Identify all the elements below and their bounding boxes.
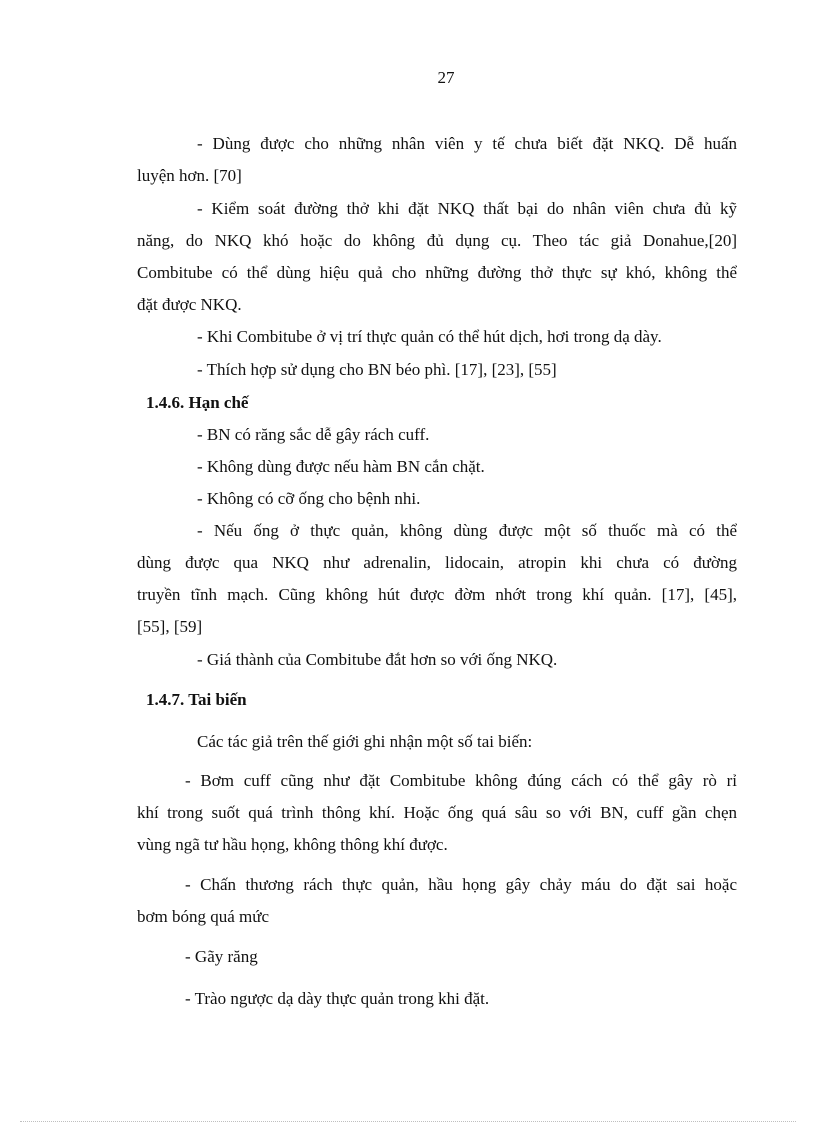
paragraph-line: - BN có răng sắc dễ gây rách cuff. xyxy=(197,425,430,444)
paragraph-line: - Dùng được cho những nhân viên y tế chưa biết đặt NKQ. Dễ huấn xyxy=(197,134,737,153)
paragraph-line: - Trào ngược dạ dày thực quản trong khi đặt. xyxy=(185,989,490,1008)
paragraph-line: - Bơm cuff cũng như đặt Combitube không đúng cách có thể gây rò rỉ xyxy=(185,771,737,790)
paragraph-line: truyền tĩnh mạch. Cũng không hút được đờm nhớt trong khí quản. [17], [45], xyxy=(137,585,737,604)
paragraph-line: - Thích hợp sử dụng cho BN béo phì. [17], [23], [55] xyxy=(197,360,557,379)
paragraph-line: bơm bóng quá mức xyxy=(137,907,269,926)
page-number: 27 xyxy=(437,68,455,87)
paragraph-line: - Gãy răng xyxy=(185,947,258,966)
paragraph-line: vùng ngã tư hầu họng, không thông khí được. xyxy=(137,835,448,854)
page-bottom-rule xyxy=(20,1121,796,1122)
paragraph-line: dùng được qua NKQ như adrenalin, lidocain, atropin khi chưa có đường xyxy=(137,553,737,572)
paragraph-line: - Không có cỡ ống cho bệnh nhi. xyxy=(197,489,421,508)
paragraph-line: Các tác giả trên thế giới ghi nhận một số tai biến: xyxy=(197,732,533,751)
paragraph-line: - Chấn thương rách thực quản, hầu họng gây chảy máu do đặt sai hoặc xyxy=(185,875,737,894)
section-heading: 1.4.6. Hạn chế xyxy=(146,393,249,412)
paragraph-line: [55], [59] xyxy=(137,617,203,636)
paragraph-line: - Không dùng được nếu hàm BN cắn chặt. xyxy=(197,457,485,476)
paragraph-line: - Kiểm soát đường thở khi đặt NKQ thất bại do nhân viên chưa đủ kỹ xyxy=(197,199,737,218)
paragraph-line: - Giá thành của Combitube đắt hơn so với ống NKQ. xyxy=(197,650,558,669)
paragraph-line: năng, do NKQ khó hoặc do không đủ dụng cụ. Theo tác giả Donahue,[20] xyxy=(137,231,737,250)
paragraph-line: luyện hơn. [70] xyxy=(137,166,242,185)
paragraph-line: - Khi Combitube ở vị trí thực quản có thể hút dịch, hơi trong dạ dày. xyxy=(197,327,662,346)
section-heading: 1.4.7. Tai biến xyxy=(146,690,247,709)
paragraph-line: - Nếu ống ở thực quản, không dùng được một số thuốc mà có thể xyxy=(197,521,737,540)
paragraph-line: đặt được NKQ. xyxy=(137,295,242,314)
paragraph-line: Combitube có thể dùng hiệu quả cho những đường thở thực sự khó, không thể xyxy=(137,263,737,282)
paragraph-line: khí trong suốt quá trình thông khí. Hoặc ống quá sâu so với BN, cuff gần chẹn xyxy=(137,803,737,822)
